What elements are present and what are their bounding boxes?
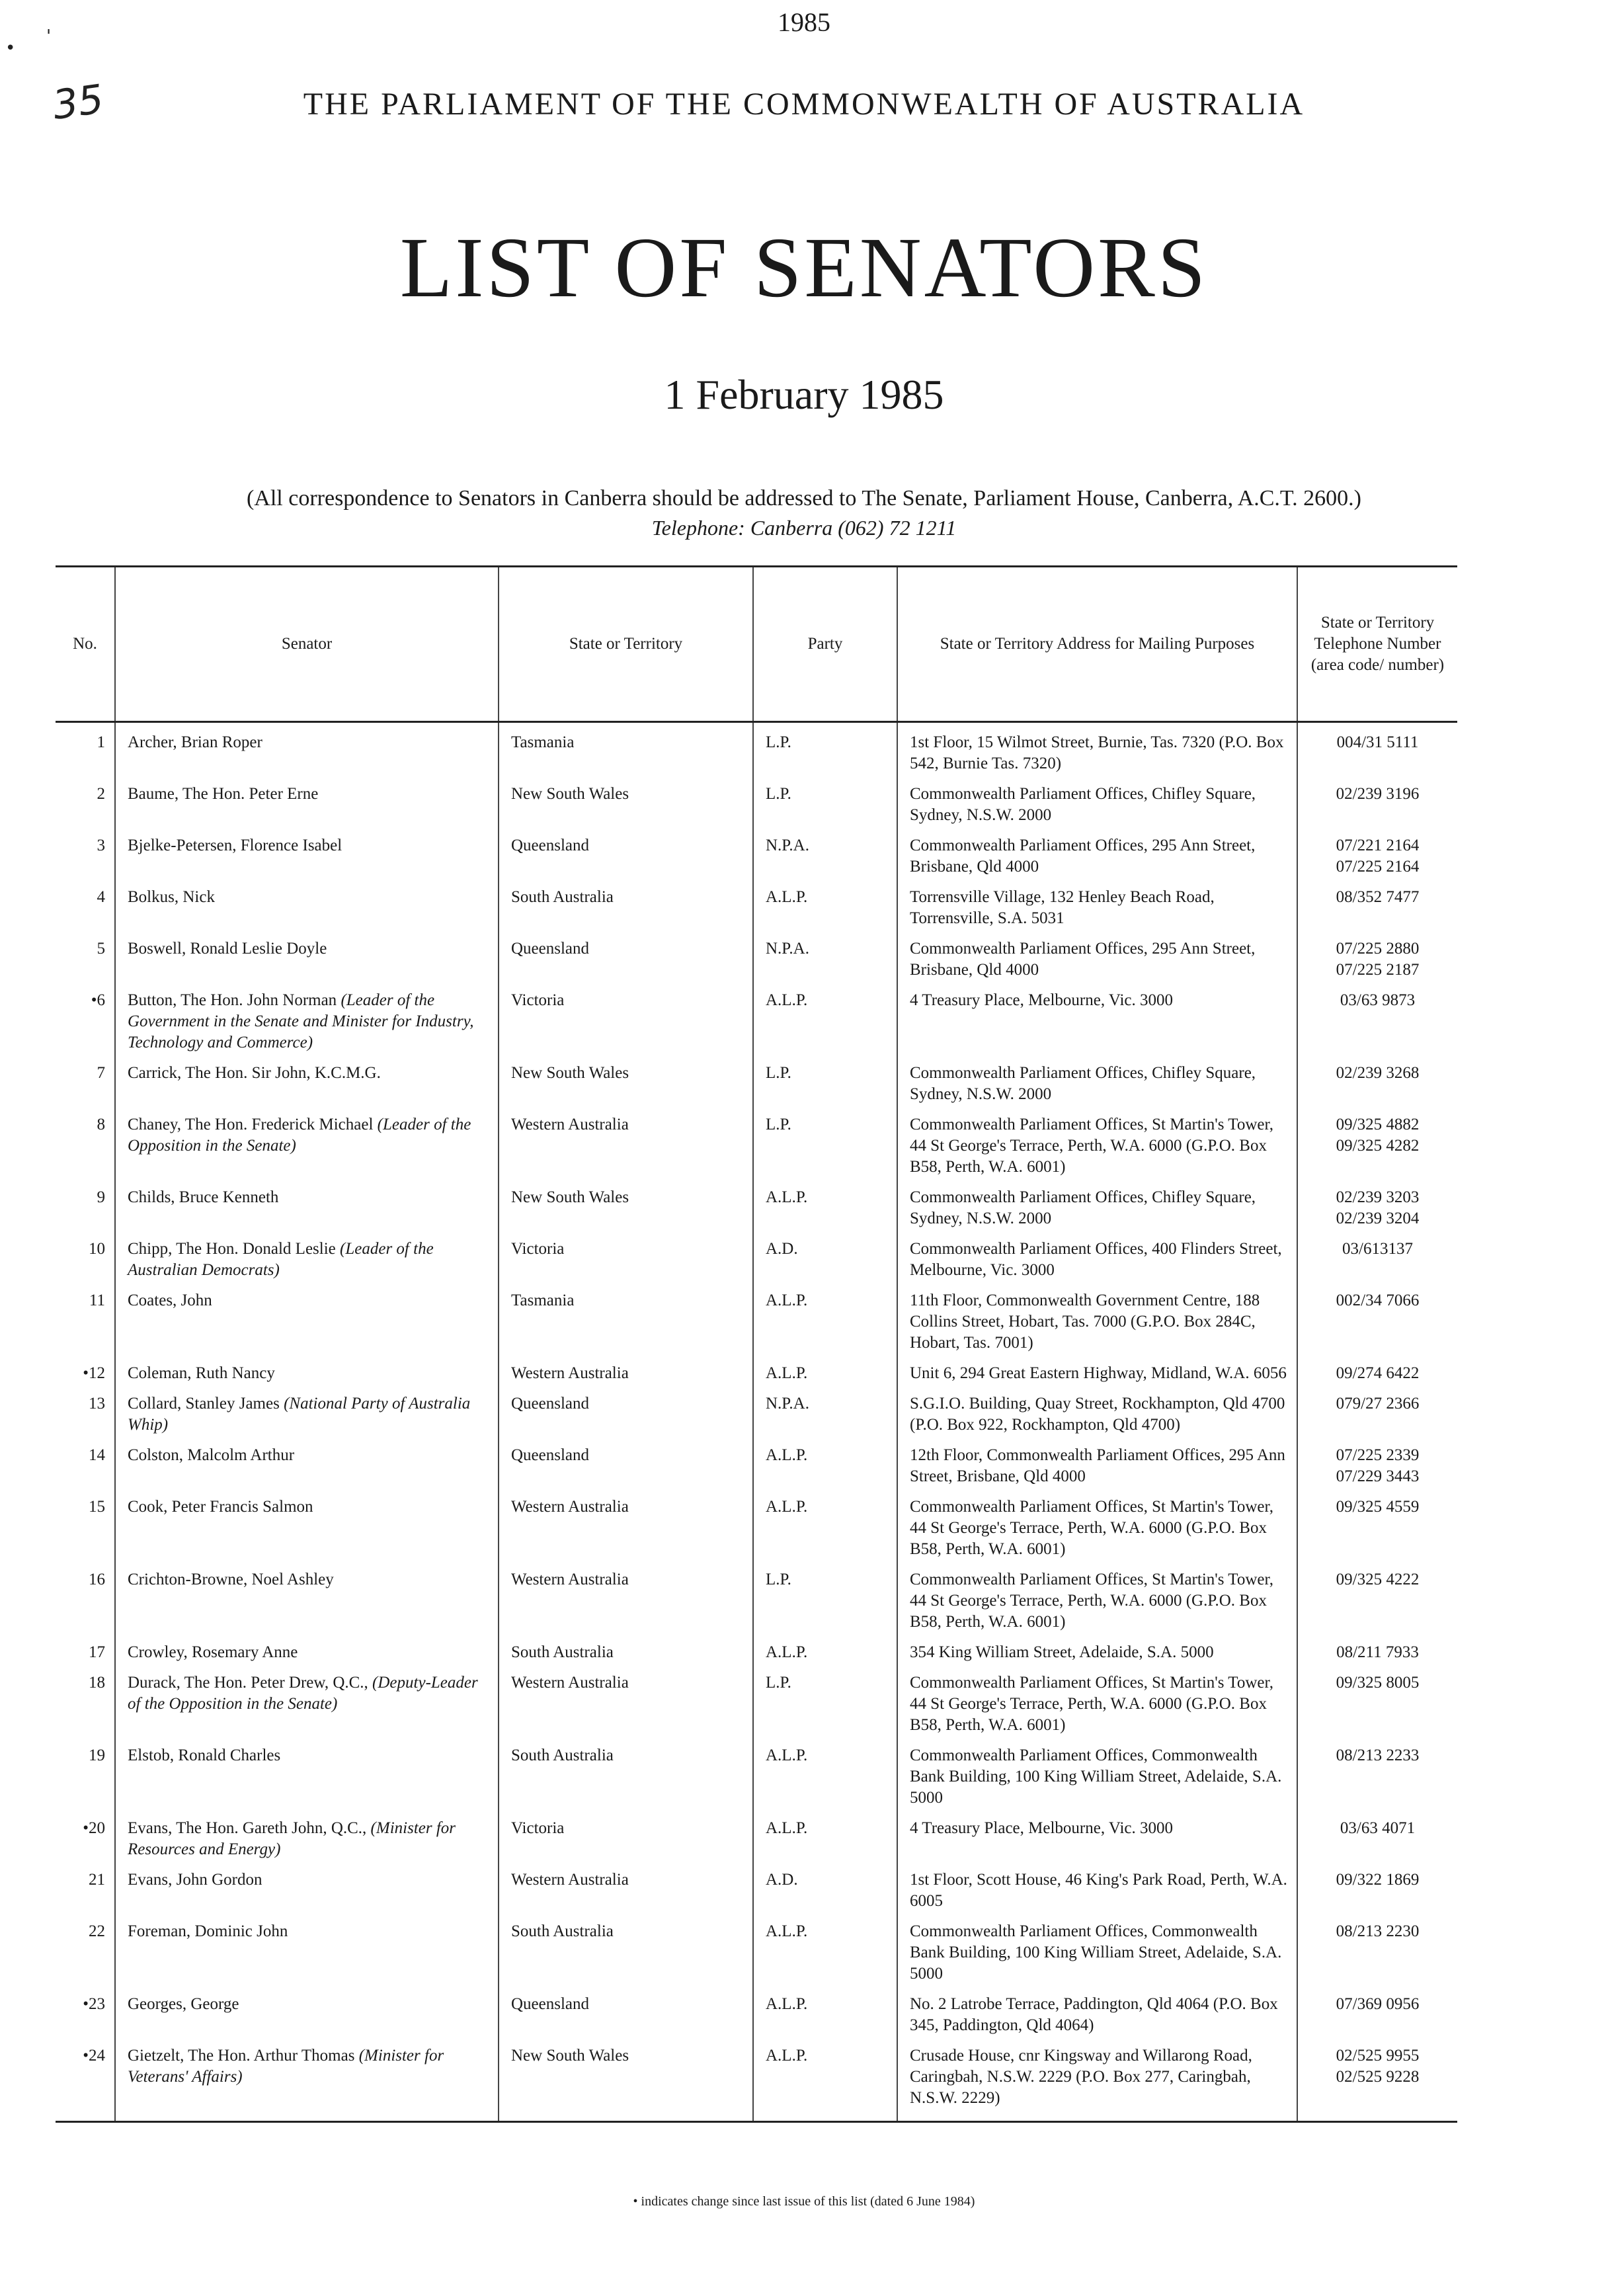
senator-name: Crichton-Browne, Noel Ashley [128,1571,334,1588]
party-cell: A.L.P. [753,1360,897,1391]
canberra-telephone: Telephone: Canberra (062) 72 1211 [651,516,957,540]
table-header-row [56,567,1457,722]
senator-cell [115,1815,499,1867]
address-cell: Commonwealth Parliament Offices, St Martin's Tower, 44 St George's Terrace, Perth, W.A. 6000 (G.P.O. Box B58, Perth, W.A. 6001) [897,1567,1297,1639]
phone-number-alt: 07/225 2164 [1336,858,1420,876]
page-year: 1985 [778,7,830,37]
phone-number: 02/239 3268 [1336,1064,1420,1082]
senator-office-note: (Minister for Veterans' Affairs) [128,2047,444,2086]
senator-name: Bjelke-Petersen, Florence Isabel [128,837,342,854]
address-cell: Torrensville Village, 132 Henley Beach Road, Torrensville, S.A. 5031 [897,884,1297,936]
senator-name: Evans, John Gordon [128,1871,262,1889]
phone-cell [1297,1288,1457,1360]
address-cell: 1st Floor, 15 Wilmot Street, Burnie, Tas. 7320 (P.O. Box 542, Burnie Tas. 7320) [897,722,1297,782]
phone-cell [1297,1742,1457,1815]
phone-cell [1297,987,1457,1060]
row-number: 15 [89,1498,105,1516]
phone-number: 09/274 6422 [1336,1364,1420,1382]
phone-number: 07/221 2164 [1336,837,1420,854]
state-cell: South Australia [499,1918,753,1991]
senator-cell [115,1639,499,1670]
phone-number: 03/63 4071 [1340,1819,1416,1837]
senator-office-note: (Deputy-Leader of the Opposition in the Senate) [128,1674,478,1713]
phone-number: 079/27 2366 [1336,1395,1420,1413]
row-number: 22 [89,1922,105,1940]
senator-cell [115,2043,499,2122]
table-row [56,1288,1457,1360]
phone-cell [1297,2043,1457,2122]
table-row [56,1918,1457,1991]
phone-cell [1297,1184,1457,1236]
senator-cell [115,722,499,782]
phone-number: 002/34 7066 [1336,1292,1420,1309]
column-header-senator: Senator [115,567,499,722]
phone-number: 07/369 0956 [1336,1995,1420,2013]
address-cell: Commonwealth Parliament Offices, St Martin's Tower, 44 St George's Terrace, Perth, W.A. 6000 (G.P.O. Box B58, Perth, W.A. 6001) [897,1670,1297,1742]
phone-cell [1297,1060,1457,1112]
phone-cell [1297,1815,1457,1867]
party-cell: L.P. [753,781,897,833]
address-cell: Commonwealth Parliament Offices, 400 Flinders Street, Melbourne, Vic. 3000 [897,1236,1297,1288]
row-number: 17 [89,1643,105,1661]
table-row [56,1742,1457,1815]
party-cell: A.D. [753,1236,897,1288]
state-cell: New South Wales [499,1060,753,1112]
state-cell: Queensland [499,1991,753,2043]
row-number: 1 [97,733,105,751]
senator-name: Bolkus, Nick [128,888,215,906]
row-number: 11 [89,1292,105,1309]
table-row [56,1867,1457,1918]
row-number: •24 [56,2043,115,2122]
senator-office-note: (Leader of the Australian Democrats) [128,1240,434,1279]
phone-number: 09/325 4222 [1336,1571,1420,1588]
senator-name: Colston, Malcolm Arthur [128,1446,295,1464]
table-row [56,833,1457,884]
phone-cell [1297,1918,1457,1991]
phone-cell [1297,1867,1457,1918]
table-row [56,1112,1457,1184]
party-cell: A.L.P. [753,987,897,1060]
column-header-address: State or Territory Address for Mailing Purposes [897,567,1297,722]
phone-cell [1297,833,1457,884]
state-cell: New South Wales [499,1184,753,1236]
senator-name: Durack, The Hon. Peter Drew, Q.C., [128,1674,368,1692]
address-cell: Commonwealth Parliament Offices, Commonwealth Bank Building, 100 King William Street, Adelaide, S.A. 5000 [897,1918,1297,1991]
correspondence-note: (All correspondence to Senators in Canberra should be addressed to The Senate, Parliament House, Canberra, A.C.T. 2600.) [246,486,1361,511]
phone-number: 08/352 7477 [1336,888,1420,906]
state-cell: Victoria [499,1815,753,1867]
party-cell: L.P. [753,1112,897,1184]
state-cell: Western Australia [499,1112,753,1184]
party-cell: A.L.P. [753,1184,897,1236]
phone-number: 02/239 3196 [1336,785,1420,803]
address-cell: 11th Floor, Commonwealth Government Centre, 188 Collins Street, Hobart, Tas. 7000 (G.P.O. Box 284C, Hobart, Tas. 7001) [897,1288,1297,1360]
table-row [56,884,1457,936]
phone-number-alt: 02/525 9228 [1336,2068,1420,2086]
phone-cell [1297,1360,1457,1391]
column-header-no: No. [56,567,115,722]
address-cell: 1st Floor, Scott House, 46 King's Park Road, Perth, W.A. 6005 [897,1867,1297,1918]
column-header-party: Party [753,567,897,722]
party-cell: A.D. [753,1867,897,1918]
address-cell: Commonwealth Parliament Offices, Chifley Square, Sydney, N.S.W. 2000 [897,1184,1297,1236]
party-cell: N.P.A. [753,936,897,987]
senator-name: Elstob, Ronald Charles [128,1746,281,1764]
senator-cell [115,781,499,833]
senators-table-body [56,722,1457,2122]
senator-name: Collard, Stanley James [128,1395,280,1413]
row-number: 14 [89,1446,105,1464]
table-row [56,1184,1457,1236]
state-cell: Tasmania [499,1288,753,1360]
table-row [56,1670,1457,1742]
address-cell: Commonwealth Parliament Offices, St Martin's Tower, 44 St George's Terrace, Perth, W.A. 6000 (G.P.O. Box B58, Perth, W.A. 6001) [897,1494,1297,1567]
address-cell: 354 King William Street, Adelaide, S.A. 5000 [897,1639,1297,1670]
phone-number: 03/63 9873 [1340,991,1416,1009]
senator-name: Cook, Peter Francis Salmon [128,1498,313,1516]
phone-number: 09/325 4559 [1336,1498,1420,1516]
senator-cell [115,884,499,936]
row-number: 21 [89,1871,105,1889]
party-cell: L.P. [753,1060,897,1112]
party-cell: A.L.P. [753,2043,897,2122]
table-row [56,987,1457,1060]
address-cell: Commonwealth Parliament Offices, 295 Ann Street, Brisbane, Qld 4000 [897,936,1297,987]
senator-name: Button, The Hon. John Norman [128,991,337,1009]
senator-name: Chipp, The Hon. Donald Leslie [128,1240,336,1258]
senator-name: Crowley, Rosemary Anne [128,1643,298,1661]
phone-cell [1297,1567,1457,1639]
phone-number: 09/325 8005 [1336,1674,1420,1692]
address-cell: Commonwealth Parliament Offices, 295 Ann Street, Brisbane, Qld 4000 [897,833,1297,884]
senator-cell [115,1991,499,2043]
page-title: LIST OF SENATORS [399,220,1209,315]
party-cell: A.L.P. [753,1288,897,1360]
phone-number: 08/213 2230 [1336,1922,1420,1940]
row-number: 7 [97,1064,105,1082]
state-cell: Victoria [499,1236,753,1288]
row-number: 4 [97,888,105,906]
senator-name: Baume, The Hon. Peter Erne [128,785,319,803]
phone-cell [1297,722,1457,782]
phone-number: 09/325 4882 [1336,1116,1420,1133]
address-cell: Crusade House, cnr Kingsway and Willarong Road, Caringbah, N.S.W. 2229 (P.O. Box 277, Caringbah, N.S.W. 2229) [897,2043,1297,2122]
address-cell: 4 Treasury Place, Melbourne, Vic. 3000 [897,1815,1297,1867]
party-cell: L.P. [753,1670,897,1742]
party-cell: A.L.P. [753,1918,897,1991]
state-cell: Western Australia [499,1567,753,1639]
column-header-state: State or Territory [499,567,753,722]
address-cell: S.G.I.O. Building, Quay Street, Rockhampton, Qld 4700 (P.O. Box 922, Rockhampton, Qld 4700) [897,1391,1297,1442]
table-row [56,1442,1457,1494]
state-cell: New South Wales [499,2043,753,2122]
address-cell: Commonwealth Parliament Offices, St Martin's Tower, 44 St George's Terrace, Perth, W.A. 6000 (G.P.O. Box B58, Perth, W.A. 6001) [897,1112,1297,1184]
phone-cell [1297,1670,1457,1742]
row-number: •20 [83,1819,105,1837]
table-row [56,1639,1457,1670]
table-row [56,1567,1457,1639]
phone-number-alt: 02/239 3204 [1336,1210,1420,1227]
address-cell: Commonwealth Parliament Offices, Chifley Square, Sydney, N.S.W. 2000 [897,781,1297,833]
list-date: 1 February 1985 [664,371,944,418]
senator-cell [115,1391,499,1442]
phone-cell [1297,1991,1457,2043]
phone-cell [1297,1112,1457,1184]
phone-cell [1297,884,1457,936]
margin-tick-mark: ' [46,26,52,46]
senator-name: Foreman, Dominic John [128,1922,288,1940]
party-cell: A.L.P. [753,1742,897,1815]
senator-name: Boswell, Ronald Leslie Doyle [128,940,327,958]
phone-cell [1297,781,1457,833]
senators-table [56,565,1457,2123]
senator-name: Georges, George [128,1995,239,2013]
parliament-heading: THE PARLIAMENT OF THE COMMONWEALTH OF AUSTRALIA [303,87,1305,122]
party-cell: L.P. [753,722,897,782]
phone-cell [1297,1442,1457,1494]
table-row [56,1236,1457,1288]
table-row [56,1060,1457,1112]
party-cell: A.L.P. [753,1442,897,1494]
senator-cell [115,1567,499,1639]
footnote: • indicates change since last issue of this list (dated 6 June 1984) [633,2194,975,2209]
phone-number: 08/213 2233 [1336,1746,1420,1764]
phone-number: 07/225 2339 [1336,1446,1420,1464]
party-cell: N.P.A. [753,833,897,884]
table-row [56,722,1457,782]
address-cell: No. 2 Latrobe Terrace, Paddington, Qld 4064 (P.O. Box 345, Paddington, Qld 4064) [897,1991,1297,2043]
state-cell: Western Australia [499,1360,753,1391]
senator-cell [115,1494,499,1567]
senator-name: Gietzelt, The Hon. Arthur Thomas [128,2047,355,2065]
phone-number-alt: 09/325 4282 [1336,1137,1420,1155]
row-number: 2 [97,785,105,803]
senator-name: Archer, Brian Roper [128,733,262,751]
senator-cell [115,1442,499,1494]
row-number: 3 [97,837,105,854]
row-number: •12 [83,1364,105,1382]
column-header-phone: State or Territory Telephone Number (area code/ number) [1297,567,1457,722]
address-cell: Unit 6, 294 Great Eastern Highway, Midland, W.A. 6056 [897,1360,1297,1391]
senator-cell [115,1184,499,1236]
row-number: •23 [83,1995,105,2013]
row-number: 13 [89,1395,105,1413]
state-cell: Western Australia [499,1670,753,1742]
table-row [56,936,1457,987]
margin-handwritten-number: 35 [50,76,106,129]
row-number: 19 [89,1746,105,1764]
party-cell: L.P. [753,1567,897,1639]
phone-number-alt: 07/229 3443 [1336,1467,1420,1485]
margin-bullet-mark: • [5,38,16,58]
senator-office-note: (Leader of the Government in the Senate and Minister for Industry, Technology and Commerce) [128,991,474,1051]
senator-cell [115,1670,499,1742]
senator-name: Carrick, The Hon. Sir John, K.C.M.G. [128,1064,381,1082]
state-cell: Queensland [499,1442,753,1494]
party-cell: A.L.P. [753,1815,897,1867]
row-number: 5 [97,940,105,958]
phone-cell [1297,1639,1457,1670]
row-number: 8 [97,1116,105,1133]
phone-number: 02/525 9955 [1336,2047,1420,2065]
phone-number-alt: 07/225 2187 [1336,961,1420,979]
state-cell: Queensland [499,1391,753,1442]
senator-cell [115,987,499,1060]
state-cell: Queensland [499,936,753,987]
senator-office-note: (Minister for Resources and Energy) [128,1819,456,1858]
senator-cell [115,1236,499,1288]
party-cell: A.L.P. [753,1991,897,2043]
senator-cell [115,1360,499,1391]
state-cell: South Australia [499,884,753,936]
phone-number: 09/322 1869 [1336,1871,1420,1889]
state-cell: New South Wales [499,781,753,833]
table-row [56,1991,1457,2043]
senator-name: Chaney, The Hon. Frederick Michael [128,1116,374,1133]
senator-name: Coleman, Ruth Nancy [128,1364,275,1382]
state-cell: South Australia [499,1639,753,1670]
senator-office-note: (National Party of Australia Whip) [128,1395,471,1434]
senator-name: Childs, Bruce Kenneth [128,1188,279,1206]
senator-cell [115,1060,499,1112]
state-cell: Western Australia [499,1867,753,1918]
state-cell: South Australia [499,1742,753,1815]
phone-number: 03/613137 [1342,1240,1413,1258]
address-cell: Commonwealth Parliament Offices, Chifley Square, Sydney, N.S.W. 2000 [897,1060,1297,1112]
party-cell: A.L.P. [753,1494,897,1567]
senator-cell [115,1918,499,1991]
row-number: 9 [97,1188,105,1206]
senator-cell [115,1867,499,1918]
state-cell: Tasmania [499,722,753,782]
senator-cell [115,936,499,987]
address-cell: 4 Treasury Place, Melbourne, Vic. 3000 [897,987,1297,1060]
table-row [56,1391,1457,1442]
row-number: 10 [89,1240,105,1258]
table-row [56,1494,1457,1567]
table-row [56,1360,1457,1391]
phone-cell [1297,936,1457,987]
state-cell: Queensland [499,833,753,884]
table-row [56,1815,1457,1867]
senator-office-note: (Leader of the Opposition in the Senate) [128,1116,471,1155]
phone-number: 08/211 7933 [1336,1643,1419,1661]
senator-cell [115,1288,499,1360]
address-cell: 12th Floor, Commonwealth Parliament Offices, 295 Ann Street, Brisbane, Qld 4000 [897,1442,1297,1494]
senator-name: Coates, John [128,1292,212,1309]
state-cell: Western Australia [499,1494,753,1567]
row-number: 18 [89,1674,105,1692]
party-cell: A.L.P. [753,884,897,936]
phone-number: 02/239 3203 [1336,1188,1420,1206]
table-row [56,2043,1457,2122]
senator-cell [115,1742,499,1815]
phone-cell [1297,1494,1457,1567]
state-cell: Victoria [499,987,753,1060]
row-number: 16 [89,1571,105,1588]
party-cell: A.L.P. [753,1639,897,1670]
senator-cell [115,833,499,884]
party-cell: N.P.A. [753,1391,897,1442]
phone-cell [1297,1236,1457,1288]
senator-name: Evans, The Hon. Gareth John, Q.C., [128,1819,367,1837]
table-row [56,781,1457,833]
phone-number: 004/31 5111 [1336,733,1419,751]
senator-cell [115,1112,499,1184]
phone-cell [1297,1391,1457,1442]
phone-number: 07/225 2880 [1336,940,1420,958]
address-cell: Commonwealth Parliament Offices, Commonwealth Bank Building, 100 King William Street, Adelaide, S.A. 5000 [897,1742,1297,1815]
row-number: •6 [91,991,105,1009]
